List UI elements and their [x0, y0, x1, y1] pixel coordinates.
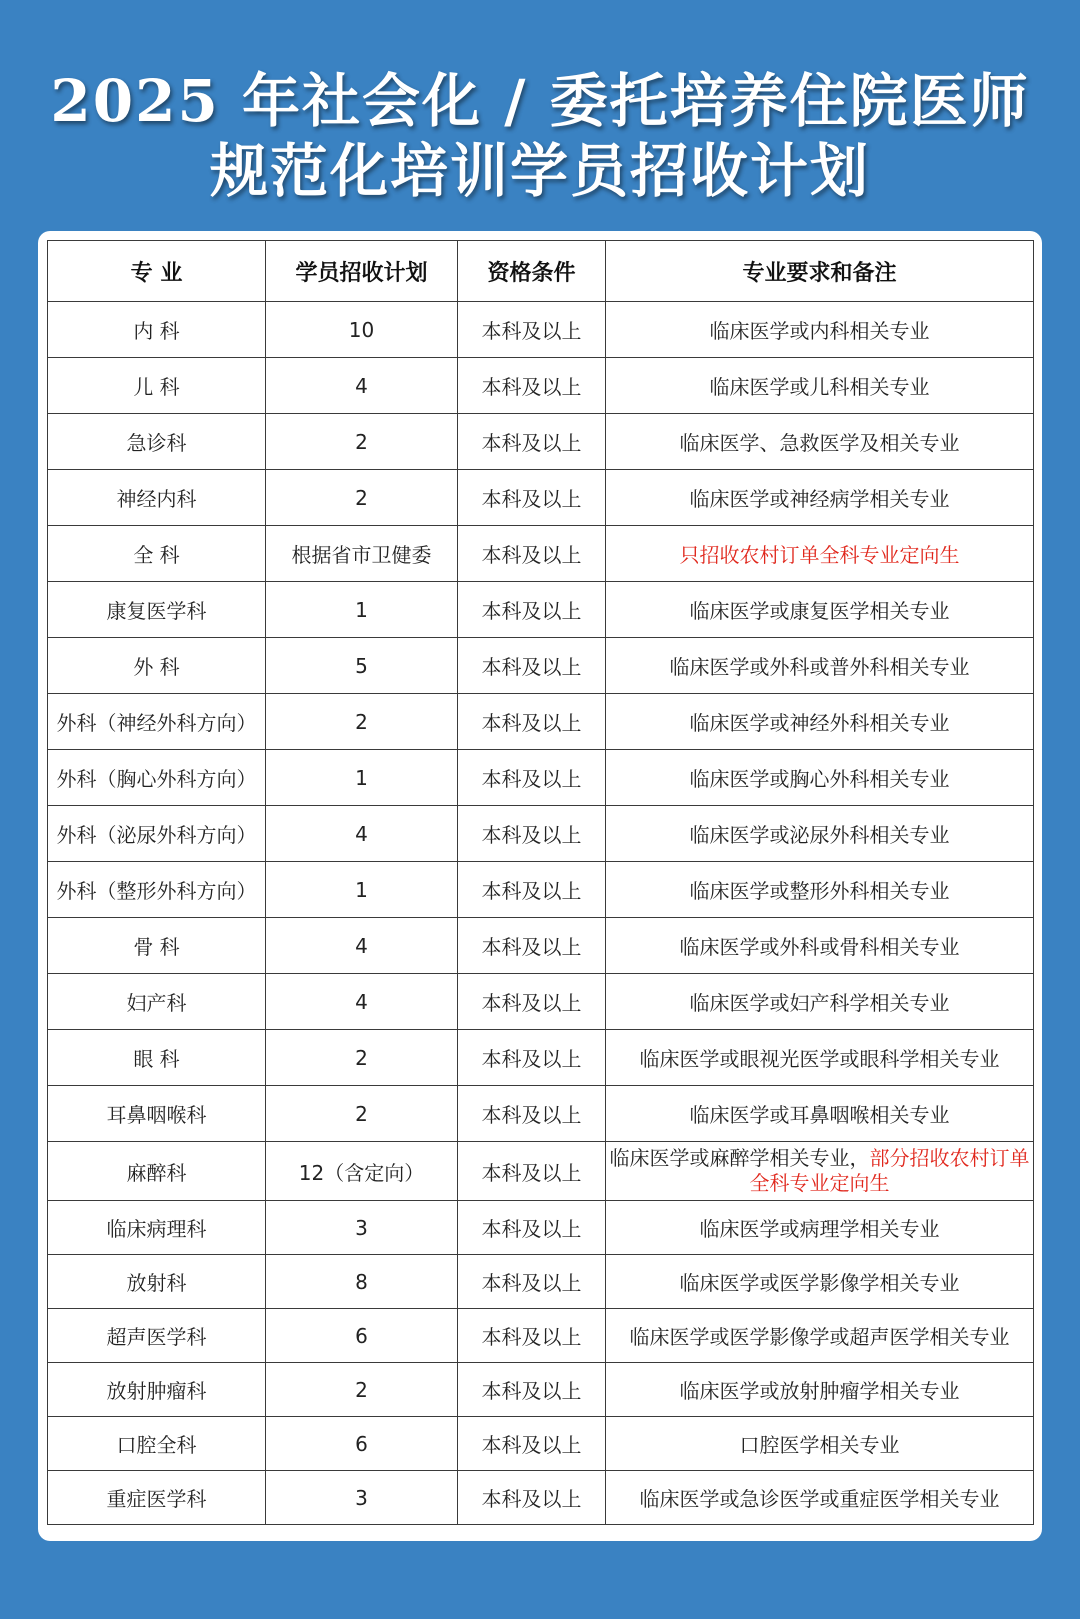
table-row: [48, 526, 1034, 582]
cell-plan: 4: [266, 358, 458, 414]
cell-plan: 3: [266, 1471, 458, 1525]
table-row: [48, 1086, 1034, 1142]
cell-qualification: 本科及以上: [458, 1030, 606, 1086]
cell-plan: 2: [266, 414, 458, 470]
cell-qualification: 本科及以上: [458, 638, 606, 694]
cell-qualification: 本科及以上: [458, 1309, 606, 1363]
cell-major: 外科（泌尿外科方向）: [48, 806, 266, 862]
table-row: [48, 862, 1034, 918]
cell-plan: 2: [266, 1086, 458, 1142]
cell-requirements: 临床医学、急救医学及相关专业: [606, 414, 1034, 470]
cell-major: 麻醉科: [48, 1142, 266, 1201]
cell-major: 外科（胸心外科方向）: [48, 750, 266, 806]
cell-major: 口腔全科: [48, 1417, 266, 1471]
cell-requirements: 临床医学或急诊医学或重症医学相关专业: [606, 1471, 1034, 1525]
cell-requirements: 临床医学或泌尿外科相关专业: [606, 806, 1034, 862]
cell-requirements: 临床医学或整形外科相关专业: [606, 862, 1034, 918]
cell-qualification: 本科及以上: [458, 582, 606, 638]
cell-requirements: 临床医学或妇产科学相关专业: [606, 974, 1034, 1030]
requirements-highlight: 部分招收农村订单全科专业定向生: [749, 1146, 1030, 1195]
cell-plan: 2: [266, 1030, 458, 1086]
cell-major: 超声医学科: [48, 1309, 266, 1363]
cell-qualification: 本科及以上: [458, 1142, 606, 1201]
cell-major: 放射科: [48, 1255, 266, 1309]
table-row: [48, 974, 1034, 1030]
cell-qualification: 本科及以上: [458, 918, 606, 974]
table-row: [48, 582, 1034, 638]
cell-major: 临床病理科: [48, 1201, 266, 1255]
cell-plan: 1: [266, 750, 458, 806]
table-row: [48, 1471, 1034, 1525]
enrollment-table: [47, 240, 1034, 1525]
cell-requirements: 临床医学或儿科相关专业: [606, 358, 1034, 414]
cell-major: 急诊科: [48, 414, 266, 470]
cell-qualification: 本科及以上: [458, 806, 606, 862]
table-row: [48, 358, 1034, 414]
header-requirements: 专业要求和备注: [606, 241, 1034, 302]
cell-major: 康复医学科: [48, 582, 266, 638]
table-row: [48, 302, 1034, 358]
table-row: [48, 1030, 1034, 1086]
cell-plan: 6: [266, 1309, 458, 1363]
cell-qualification: 本科及以上: [458, 862, 606, 918]
cell-plan: 5: [266, 638, 458, 694]
header-major: 专 业: [48, 241, 266, 302]
cell-major: 眼 科: [48, 1030, 266, 1086]
cell-requirements: 临床医学或内科相关专业: [606, 302, 1034, 358]
cell-qualification: 本科及以上: [458, 302, 606, 358]
cell-major: 妇产科: [48, 974, 266, 1030]
table-row: [48, 638, 1034, 694]
table-row: [48, 470, 1034, 526]
cell-requirements: 临床医学或外科或骨科相关专业: [606, 918, 1034, 974]
table-row: [48, 414, 1034, 470]
cell-requirements: 临床医学或康复医学相关专业: [606, 582, 1034, 638]
cell-qualification: 本科及以上: [458, 750, 606, 806]
cell-plan: 6: [266, 1417, 458, 1471]
cell-plan: 1: [266, 582, 458, 638]
cell-plan: 2: [266, 694, 458, 750]
table-row: [48, 1201, 1034, 1255]
title-line-2: 规范化培训学员招收计划: [209, 137, 870, 205]
cell-major: 神经内科: [48, 470, 266, 526]
cell-qualification: 本科及以上: [458, 694, 606, 750]
cell-plan: 12（含定向）: [266, 1142, 458, 1201]
cell-plan: 3: [266, 1201, 458, 1255]
cell-plan: 根据省市卫健委: [266, 526, 458, 582]
cell-major: 重症医学科: [48, 1471, 266, 1525]
cell-qualification: 本科及以上: [458, 1363, 606, 1417]
table-row: [48, 806, 1034, 862]
cell-qualification: 本科及以上: [458, 1201, 606, 1255]
cell-requirements: 口腔医学相关专业: [606, 1417, 1034, 1471]
table-row: [48, 918, 1034, 974]
cell-plan: 2: [266, 470, 458, 526]
requirements-text: 临床医学或麻醉学相关专业，: [609, 1146, 870, 1170]
header-qualification: 资格条件: [458, 241, 606, 302]
cell-requirements: 临床医学或胸心外科相关专业: [606, 750, 1034, 806]
title-line-1: 2025 年社会化 / 委托培养住院医师: [50, 67, 1030, 135]
cell-requirements: 临床医学或神经外科相关专业: [606, 694, 1034, 750]
table-row: [48, 1363, 1034, 1417]
cell-plan: 4: [266, 806, 458, 862]
cell-major: 儿 科: [48, 358, 266, 414]
cell-plan: 2: [266, 1363, 458, 1417]
cell-requirements: 临床医学或医学影像学或超声医学相关专业: [606, 1309, 1034, 1363]
cell-qualification: 本科及以上: [458, 1255, 606, 1309]
table-row: [48, 1142, 1034, 1201]
cell-major: 全 科: [48, 526, 266, 582]
cell-major: 外科（神经外科方向）: [48, 694, 266, 750]
table-row: [48, 1309, 1034, 1363]
cell-plan: 10: [266, 302, 458, 358]
cell-major: 骨 科: [48, 918, 266, 974]
cell-requirements: 临床医学或眼视光医学或眼科学相关专业: [606, 1030, 1034, 1086]
cell-major: 放射肿瘤科: [48, 1363, 266, 1417]
table-row: [48, 694, 1034, 750]
cell-qualification: 本科及以上: [458, 470, 606, 526]
cell-qualification: 本科及以上: [458, 1086, 606, 1142]
cell-requirements-highlight: 只招收农村订单全科专业定向生: [606, 526, 1034, 582]
table-card: [38, 231, 1042, 1541]
cell-plan: 8: [266, 1255, 458, 1309]
cell-plan: 1: [266, 862, 458, 918]
cell-requirements: [606, 1142, 1034, 1201]
cell-plan: 4: [266, 918, 458, 974]
cell-qualification: 本科及以上: [458, 974, 606, 1030]
page-title: [0, 66, 1080, 206]
cell-plan: 4: [266, 974, 458, 1030]
header-plan: 学员招收计划: [266, 241, 458, 302]
cell-major: 外科（整形外科方向）: [48, 862, 266, 918]
cell-requirements: 临床医学或病理学相关专业: [606, 1201, 1034, 1255]
table-row: [48, 1255, 1034, 1309]
table-row: [48, 750, 1034, 806]
cell-major: 内 科: [48, 302, 266, 358]
cell-qualification: 本科及以上: [458, 414, 606, 470]
cell-qualification: 本科及以上: [458, 1417, 606, 1471]
table-header-row: [48, 241, 1034, 302]
cell-requirements: 临床医学或医学影像学相关专业: [606, 1255, 1034, 1309]
cell-major: 外 科: [48, 638, 266, 694]
cell-qualification: 本科及以上: [458, 1471, 606, 1525]
cell-major: 耳鼻咽喉科: [48, 1086, 266, 1142]
cell-qualification: 本科及以上: [458, 526, 606, 582]
cell-qualification: 本科及以上: [458, 358, 606, 414]
cell-requirements: 临床医学或耳鼻咽喉相关专业: [606, 1086, 1034, 1142]
cell-requirements: 临床医学或放射肿瘤学相关专业: [606, 1363, 1034, 1417]
cell-requirements: 临床医学或神经病学相关专业: [606, 470, 1034, 526]
table-row: [48, 1417, 1034, 1471]
cell-requirements: 临床医学或外科或普外科相关专业: [606, 638, 1034, 694]
